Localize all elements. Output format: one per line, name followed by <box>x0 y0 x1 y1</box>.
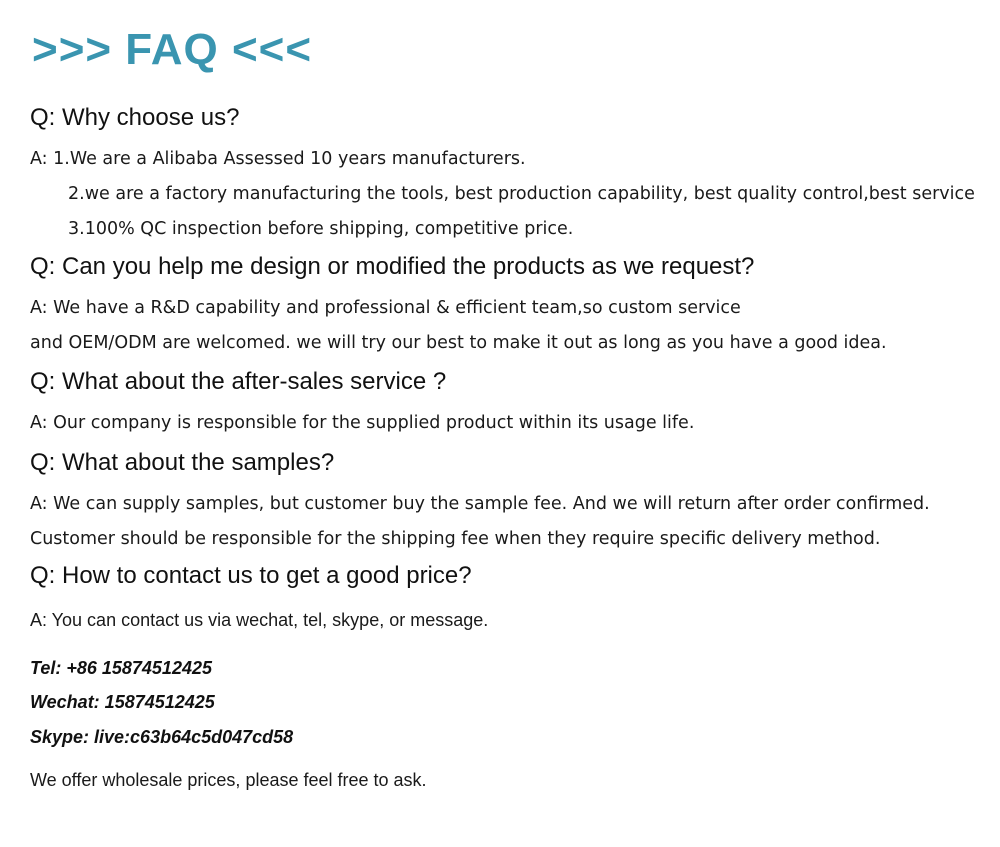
contact-skype: Skype: live:c63b64c5d047cd58 <box>30 727 294 747</box>
faq-question-samples: Q: What about the samples? <box>30 449 335 476</box>
contact-tel: Tel: +86 15874512425 <box>30 658 212 678</box>
faq-answer-line: 2.we are a factory manufacturing the tools, best production capability, best quality control,best service <box>68 184 975 204</box>
faq-answer-line: A: 1.We are a Alibaba Assessed 10 years manufacturers. <box>30 149 526 169</box>
footer-note: We offer wholesale prices, please feel free to ask. <box>30 770 427 790</box>
faq-answer-line: A: We can supply samples, but customer buy the sample fee. And we will return after order confirmed. <box>30 494 930 514</box>
page-title: >>> FAQ <<< <box>32 25 313 74</box>
faq-answer-line: Customer should be responsible for the shipping fee when they require specific delivery method. <box>30 529 881 549</box>
faq-answer-line: A: We have a R&D capability and professional & efficient team,so custom service <box>30 298 741 318</box>
faq-question-contact: Q: How to contact us to get a good price? <box>30 562 472 589</box>
faq-question-design: Q: Can you help me design or modified the products as we request? <box>30 253 755 280</box>
faq-answer-line: A: You can contact us via wechat, tel, skype, or message. <box>30 610 489 630</box>
faq-answer-line: 3.100% QC inspection before shipping, competitive price. <box>68 219 574 239</box>
contact-wechat: Wechat: 15874512425 <box>30 692 215 712</box>
faq-answer-line: and OEM/ODM are welcomed. we will try our best to make it out as long as you have a good idea. <box>30 333 887 353</box>
faq-question-after-sales: Q: What about the after-sales service ? <box>30 368 447 395</box>
faq-question-why-choose-us: Q: Why choose us? <box>30 104 240 131</box>
faq-answer-line: A: Our company is responsible for the supplied product within its usage life. <box>30 413 695 433</box>
